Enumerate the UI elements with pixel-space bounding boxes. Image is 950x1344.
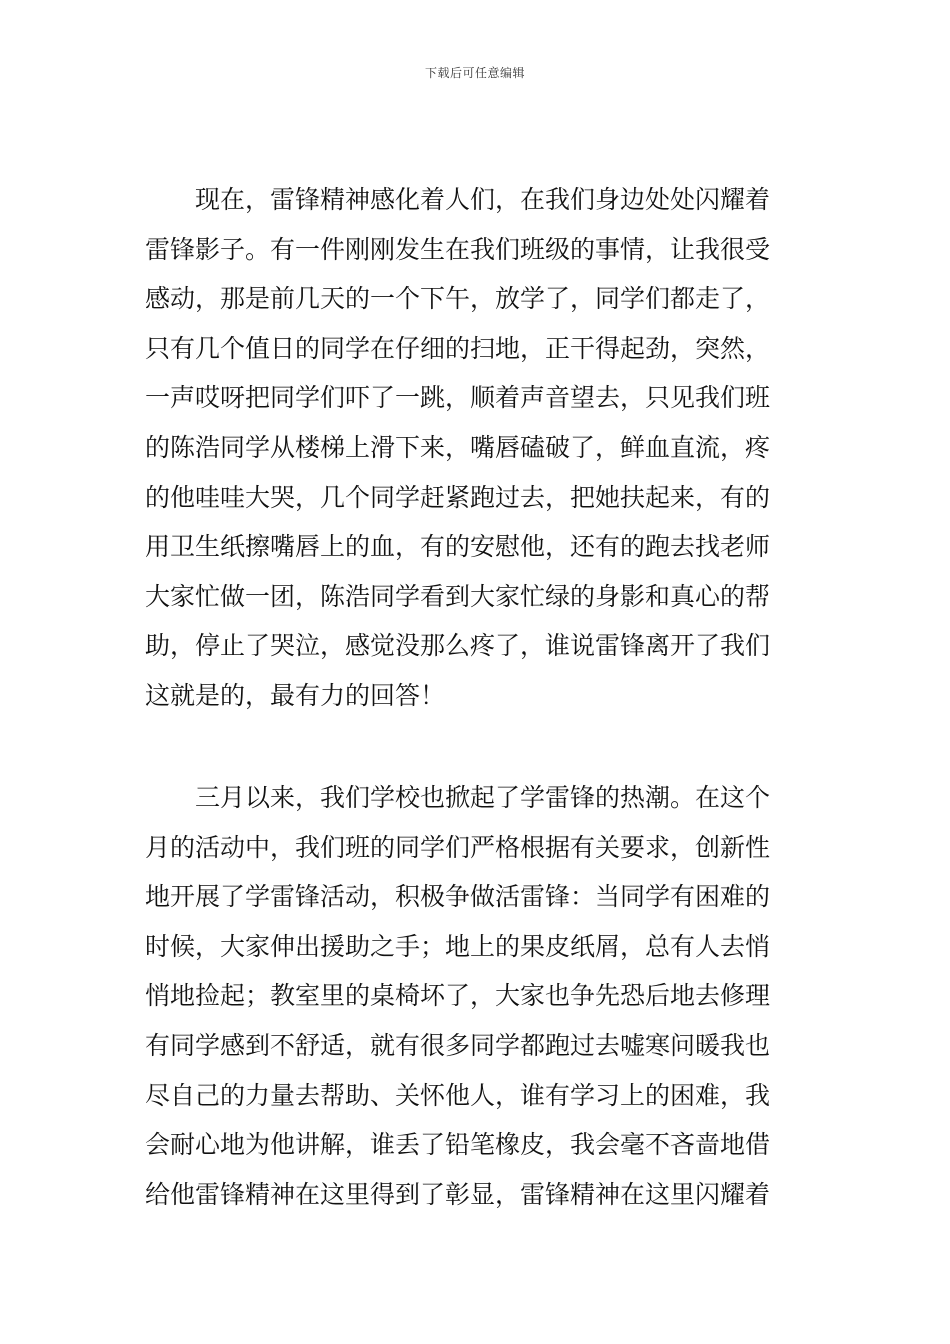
paragraph-line: 有同学感到不舒适，就有很多同学都跑过去嘘寒问暖我也 bbox=[145, 1030, 771, 1060]
paragraph-line: 的他哇哇大哭，几个同学赶紧跑过去，把她扶起来，有的 bbox=[145, 482, 771, 512]
paragraph-line: 会耐心地为他讲解，谁丢了铅笔橡皮，我会毫不吝啬地借 bbox=[145, 1130, 771, 1160]
paragraph-line: 给他雷锋精神在这里得到了彰显，雷锋精神在这里闪耀着 bbox=[145, 1179, 771, 1209]
paragraph-line: 现在，雷锋精神感化着人们，在我们身边处处闪耀着 bbox=[145, 185, 771, 214]
paragraph-line: 只有几个值日的同学在仔细的扫地，正干得起劲，突然， bbox=[145, 333, 771, 363]
paragraph-line: 一声哎呀把同学们吓了一跳，顺着声音望去，只见我们班 bbox=[145, 383, 771, 413]
paragraph-line: 尽自己的力量去帮助、关怀他人，谁有学习上的困难，我 bbox=[145, 1080, 771, 1110]
paragraph-2 bbox=[145, 773, 810, 1219]
paragraph-line: 雷锋影子。有一件刚刚发生在我们班级的事情，让我很受 bbox=[145, 234, 771, 264]
paragraph-line: 时候，大家伸出援助之手；地上的果皮纸屑，总有人去悄 bbox=[145, 931, 771, 961]
paragraph-line: 的陈浩同学从楼梯上滑下来，嘴唇磕破了，鲜血直流，疼 bbox=[145, 432, 771, 462]
paragraph-line: 大家忙做一团，陈浩同学看到大家忙绿的身影和真心的帮 bbox=[145, 581, 771, 611]
paragraph-line: 月的活动中，我们班的同学们严格根据有关要求，创新性 bbox=[145, 832, 771, 862]
paragraph-1 bbox=[145, 175, 810, 721]
header-note: 下载后可任意编辑 bbox=[424, 66, 525, 80]
paragraph-line: 悄地捡起；教室里的桌椅坏了，大家也争先恐后地去修理 bbox=[145, 981, 771, 1011]
paragraph-line: 这就是的，最有力的回答！ bbox=[145, 680, 446, 710]
paragraph-line: 感动，那是前几天的一个下午，放学了，同学们都走了， bbox=[145, 284, 771, 314]
paragraph-line: 三月以来，我们学校也掀起了学雷锋的热潮。在这个 bbox=[145, 783, 771, 812]
paragraph-line: 助，停止了哭泣，感觉没那么疼了，谁说雷锋离开了我们 bbox=[145, 631, 771, 661]
paragraph-line: 用卫生纸擦嘴唇上的血，有的安慰他，还有的跑去找老师 bbox=[145, 532, 771, 562]
paragraph-line: 地开展了学雷锋活动，积极争做活雷锋：当同学有困难的 bbox=[145, 882, 771, 912]
